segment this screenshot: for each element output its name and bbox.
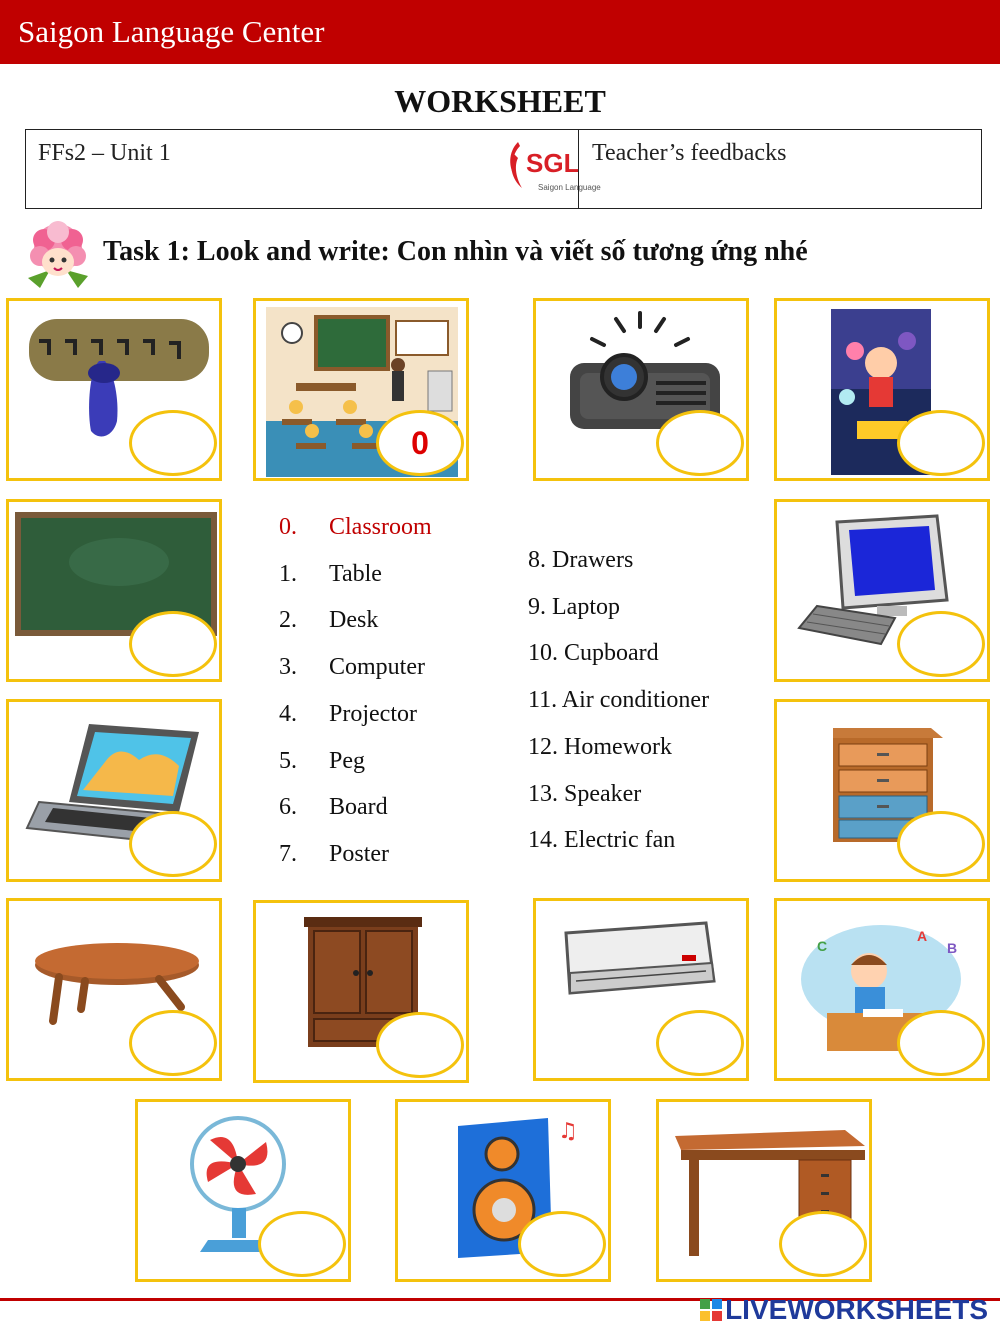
vocab-word: Peg	[329, 747, 365, 774]
vocab-item: 11. Air conditioner	[528, 687, 710, 714]
flower-icon	[20, 218, 96, 294]
vocab-number: 6.	[279, 794, 297, 821]
answer-oval[interactable]	[129, 811, 217, 877]
card-classroom	[253, 298, 469, 481]
sgl-logo	[504, 134, 601, 196]
vocab-item: 9. Laptop	[528, 593, 620, 620]
answer-oval[interactable]	[897, 1010, 985, 1076]
logo-text: SGL	[526, 148, 580, 178]
vocab-item	[279, 561, 499, 591]
answer-oval[interactable]	[897, 611, 985, 677]
card-speaker	[395, 1099, 611, 1282]
vocab-number: 0.	[279, 514, 297, 540]
card-projector	[533, 298, 749, 481]
svg-text:B: B	[947, 940, 958, 956]
answer-oval[interactable]	[518, 1211, 606, 1277]
vocab-word: Table	[329, 560, 382, 587]
vocab-word: Board	[329, 794, 388, 821]
answer-oval[interactable]	[897, 410, 985, 476]
vocab-word: Projector	[329, 700, 417, 727]
vocab-item	[279, 841, 499, 871]
card-poster	[774, 298, 990, 481]
center-name: Saigon Language Center	[18, 14, 325, 49]
svg-text:C: C	[817, 938, 828, 954]
vocab-item: 12. Homework	[528, 733, 672, 760]
card-drawers	[774, 699, 990, 882]
card-electric-fan	[135, 1099, 351, 1282]
vocab-number: 2.	[279, 607, 297, 634]
vocab-word: Poster	[329, 840, 389, 867]
answer-oval[interactable]	[656, 1010, 744, 1076]
unit-label: FFs2 – Unit 1	[38, 140, 171, 166]
vocab-word: Classroom	[329, 514, 432, 540]
answer-oval[interactable]	[376, 1012, 464, 1078]
liveworksheets-icon	[700, 1299, 722, 1321]
card-peg	[6, 298, 222, 481]
card-cupboard	[253, 900, 469, 1083]
feedback-label: Teacher’s feedbacks	[592, 140, 787, 166]
logo-subtext: Saigon Language	[538, 183, 601, 192]
answer-oval[interactable]	[129, 410, 217, 476]
info-table	[25, 129, 982, 209]
vocab-number: 4.	[279, 700, 297, 727]
vocab-item: 10. Cupboard	[528, 640, 659, 667]
answer-oval[interactable]	[129, 1010, 217, 1076]
svg-text:♫: ♫	[558, 1119, 578, 1144]
table-divider	[578, 130, 579, 208]
vocab-item	[279, 514, 499, 544]
liveworksheets-brand	[700, 1294, 988, 1326]
vocab-number: 7.	[279, 840, 297, 867]
vocab-number: 3.	[279, 654, 297, 681]
svg-text:A: A	[917, 928, 928, 944]
vocab-number: 1.	[279, 560, 297, 587]
vocab-item	[279, 794, 499, 824]
vocab-item	[279, 654, 499, 684]
task-title: Task 1: Look and write: Con nhìn và viết số tương ứng nhé	[103, 236, 808, 267]
answer-oval[interactable]	[129, 611, 217, 677]
vocab-item	[279, 701, 499, 731]
card-board	[6, 499, 222, 682]
vocab-number: 5.	[279, 747, 297, 774]
card-laptop	[6, 699, 222, 882]
vocab-item	[279, 607, 499, 637]
card-desk	[656, 1099, 872, 1282]
header-bar	[0, 0, 1000, 64]
liveworksheets-text: LIVEWORKSHEETS	[725, 1294, 988, 1325]
vocab-word: Computer	[329, 654, 425, 681]
vocab-item: 13. Speaker	[528, 780, 642, 807]
card-homework	[774, 898, 990, 1081]
answer-oval[interactable]	[779, 1211, 867, 1277]
vocab-item: 14. Electric fan	[528, 827, 676, 854]
vocab-item: 8. Drawers	[528, 547, 634, 573]
vocab-word: Desk	[329, 607, 379, 634]
answer-oval[interactable]	[656, 410, 744, 476]
card-computer	[774, 499, 990, 682]
card-air-conditioner	[533, 898, 749, 1081]
worksheet-title: WORKSHEET	[394, 83, 606, 119]
card-table	[6, 898, 222, 1081]
example-answer-oval: 0	[376, 410, 464, 476]
answer-oval[interactable]	[258, 1211, 346, 1277]
vocab-item	[279, 748, 499, 778]
answer-oval[interactable]	[897, 811, 985, 877]
